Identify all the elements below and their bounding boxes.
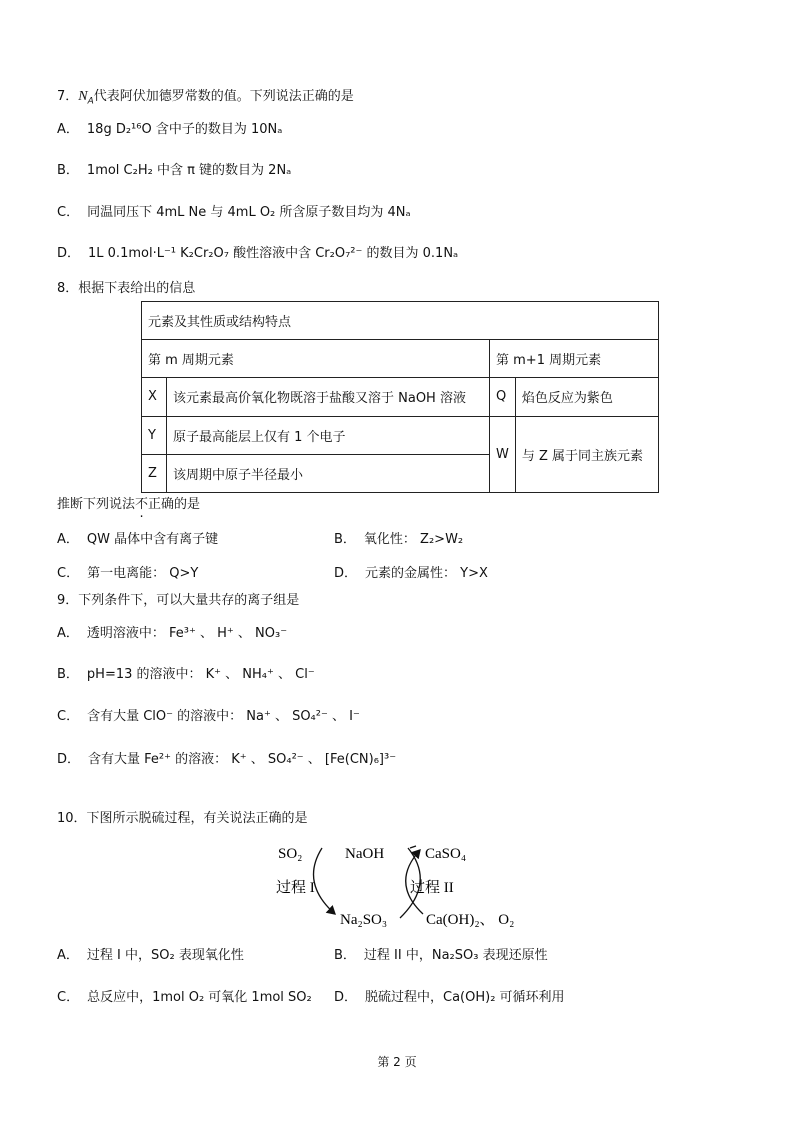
desulfurization-diagram [260, 838, 530, 938]
emphasis-not: 不 [135, 497, 149, 512]
q8-option-c: C． 第一电离能： Q>Y [57, 566, 199, 581]
q8-option-d: D． 元素的金属性： Y>X [334, 566, 488, 581]
table-col-period-m1: 第 m+1 周期元素 [490, 340, 659, 378]
table-row-z-desc: 该周期中原子半径最小 [167, 454, 490, 492]
label-na2so3: Na₂SO₃ [340, 912, 388, 928]
q9-option-a: A． 透明溶液中： Fe³⁺ 、 H⁺ 、 NO₃⁻ [57, 626, 288, 641]
q9-option-c: C． 含有大量 ClO⁻ 的溶液中： Na⁺ 、 SO₄²⁻ 、 I⁻ [57, 709, 360, 724]
q8-option-a: A． QW 晶体中含有离子键 [57, 532, 219, 547]
q8-stem: 8．根据下表给出的信息 [57, 281, 196, 296]
table-col-period-m: 第 m 周期元素 [142, 340, 490, 378]
element-info-table [141, 301, 659, 493]
table-row-y-symbol: Y [142, 416, 167, 454]
q7-option-d: D． 1L 0.1mol·L⁻¹ K₂Cr₂O₇ 酸性溶液中含 Cr₂O₇²⁻ 的数目为 0.1Nₐ [57, 246, 459, 261]
label-process-1: 过程 I [276, 880, 315, 896]
label-caoh2-o2: Ca(OH)₂、 O₂ [426, 912, 515, 928]
arrow-process-1 [314, 848, 335, 914]
table-row-q-desc: 焰色反应为紫色 [515, 378, 658, 416]
q10-option-c: C． 总反应中，1mol O₂ 可氧化 1mol SO₂ [57, 990, 312, 1005]
q7-stem: 7．$N_A$代表阿伏加德罗常数的值。下列说法正确的是 [57, 89, 354, 107]
page-number: 第 2 页 [377, 1055, 417, 1069]
table-row-w-symbol: W [490, 416, 516, 492]
q7-option-c: C． 同温同压下 4mL Ne 与 4mL O₂ 所含原子数目均为 4Nₐ [57, 205, 411, 220]
table-row-q-symbol: Q [490, 378, 516, 416]
label-naoh: NaOH [345, 846, 385, 862]
q9-option-d: D． 含有大量 Fe²⁺ 的溶液： K⁺ 、 SO₄²⁻ 、 [Fe(CN)₆]³⁻ [57, 752, 397, 767]
q8-question: 推断下列说法不正确的是 [57, 497, 201, 512]
q7-option-b: B． 1mol C₂H₂ 中含 π 键的数目为 2Nₐ [57, 163, 292, 178]
q10-option-a: A． 过程 I 中，SO₂ 表现氧化性 [57, 948, 244, 963]
q8-option-b: B． 氧化性： Z₂>W₂ [334, 532, 464, 547]
q7-option-a: A． 18g D₂¹⁶O 含中子的数目为 10Nₐ [57, 122, 283, 137]
table-row-x-desc: 该元素最高价氧化物既溶于盐酸又溶于 NaOH 溶液 [167, 378, 490, 416]
table-row-w-desc: 与 Z 属于同主族元素 [515, 416, 658, 492]
q10-option-d: D． 脱硫过程中，Ca(OH)₂ 可循环利用 [334, 990, 565, 1005]
q9-stem: 9．下列条件下，可以大量共存的离子组是 [57, 593, 300, 608]
q10-stem: 10．下图所示脱硫过程，有关说法正确的是 [57, 811, 308, 826]
table-header: 元素及其性质或结构特点 [142, 302, 659, 340]
label-caso4: CaSO₄ [425, 846, 467, 862]
label-process-2: 过程 II [410, 880, 454, 896]
label-so2: SO₂ [278, 846, 303, 862]
q9-option-b: B． pH=13 的溶液中： K⁺ 、 NH₄⁺ 、 Cl⁻ [57, 667, 315, 682]
table-row-y-desc: 原子最高能层上仅有 1 个电子 [167, 416, 490, 454]
q10-option-b: B． 过程 II 中，Na₂SO₃ 表现还原性 [334, 948, 548, 963]
table-row-z-symbol: Z [142, 454, 167, 492]
table-row-x-symbol: X [142, 378, 167, 416]
